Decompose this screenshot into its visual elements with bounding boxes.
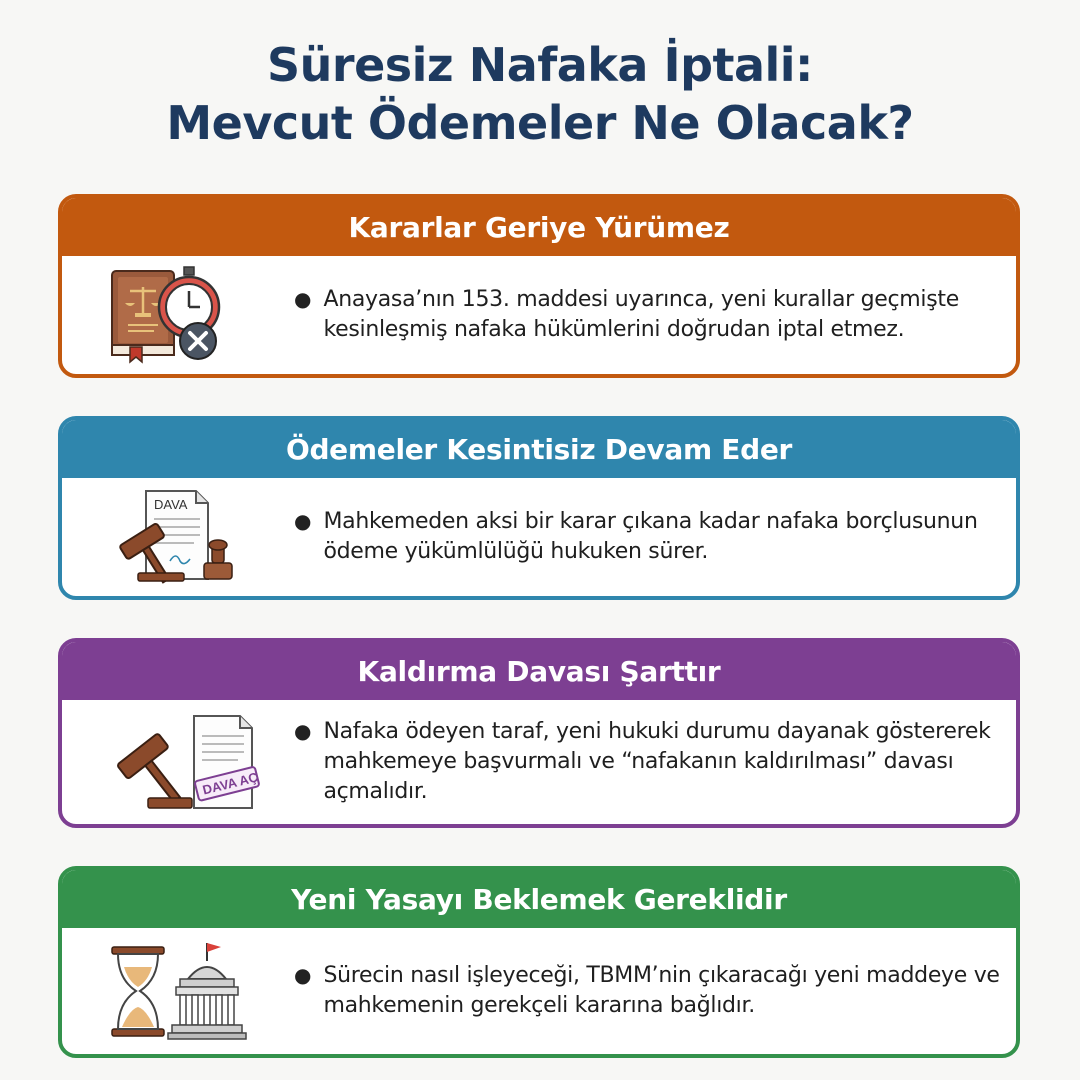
card-heading: Kararlar Geriye Yürümez	[62, 198, 1016, 256]
bullet-icon: ●	[294, 719, 312, 743]
card-retroactivity	[58, 194, 1020, 378]
card-removal-case	[58, 638, 1020, 828]
title-line-1: Süresiz Nafaka İptali:	[267, 38, 813, 92]
bullet-icon: ●	[294, 963, 312, 987]
bullet-icon: ●	[294, 509, 312, 533]
title-line-2: Mevcut Ödemeler Ne Olacak?	[166, 96, 914, 150]
bullet-icon: ●	[294, 287, 312, 311]
card-text: Sürecin nasıl işleyeceği, TBMM’nin çıkaracağı yeni maddeye ve mahkemenin gerekçeli kararına bağlıdır.	[323, 963, 1000, 1018]
hourglass-parliament-icon	[108, 928, 268, 1054]
dava-doc-label: DAVA	[154, 497, 188, 512]
card-text: Anayasa’nın 153. maddesi uyarınca, yeni kurallar geçmişte kesinleşmiş nafaka hükümlerini doğrudan iptal etmez.	[323, 287, 959, 342]
dava-ac-stamp-label: DAVA AÇ	[201, 769, 260, 798]
dava-document-gavel-stamp-icon	[108, 478, 268, 596]
card-heading: Ödemeler Kesintisiz Devam Eder	[62, 420, 1016, 478]
gavel-dava-ac-document-icon	[108, 700, 268, 824]
card-heading: Yeni Yasayı Beklemek Gereklidir	[62, 870, 1016, 928]
card-text: Nafaka ödeyen taraf, yeni hukuki durumu dayanak göstererek mahkemeye başvurmalı ve “nafakanın kaldırılması” davası açmalıdır.	[323, 719, 991, 804]
card-text: Mahkemeden aksi bir karar çıkana kadar nafaka borçlusunun ödeme yükümlülüğü hukuken sürer.	[323, 509, 978, 564]
law-book-stopwatch-cancel-icon	[108, 256, 268, 374]
card-payments-continue	[58, 416, 1020, 600]
card-wait-new-law	[58, 866, 1020, 1058]
card-heading: Kaldırma Davası Şarttır	[62, 642, 1016, 700]
page-title	[0, 36, 1080, 152]
